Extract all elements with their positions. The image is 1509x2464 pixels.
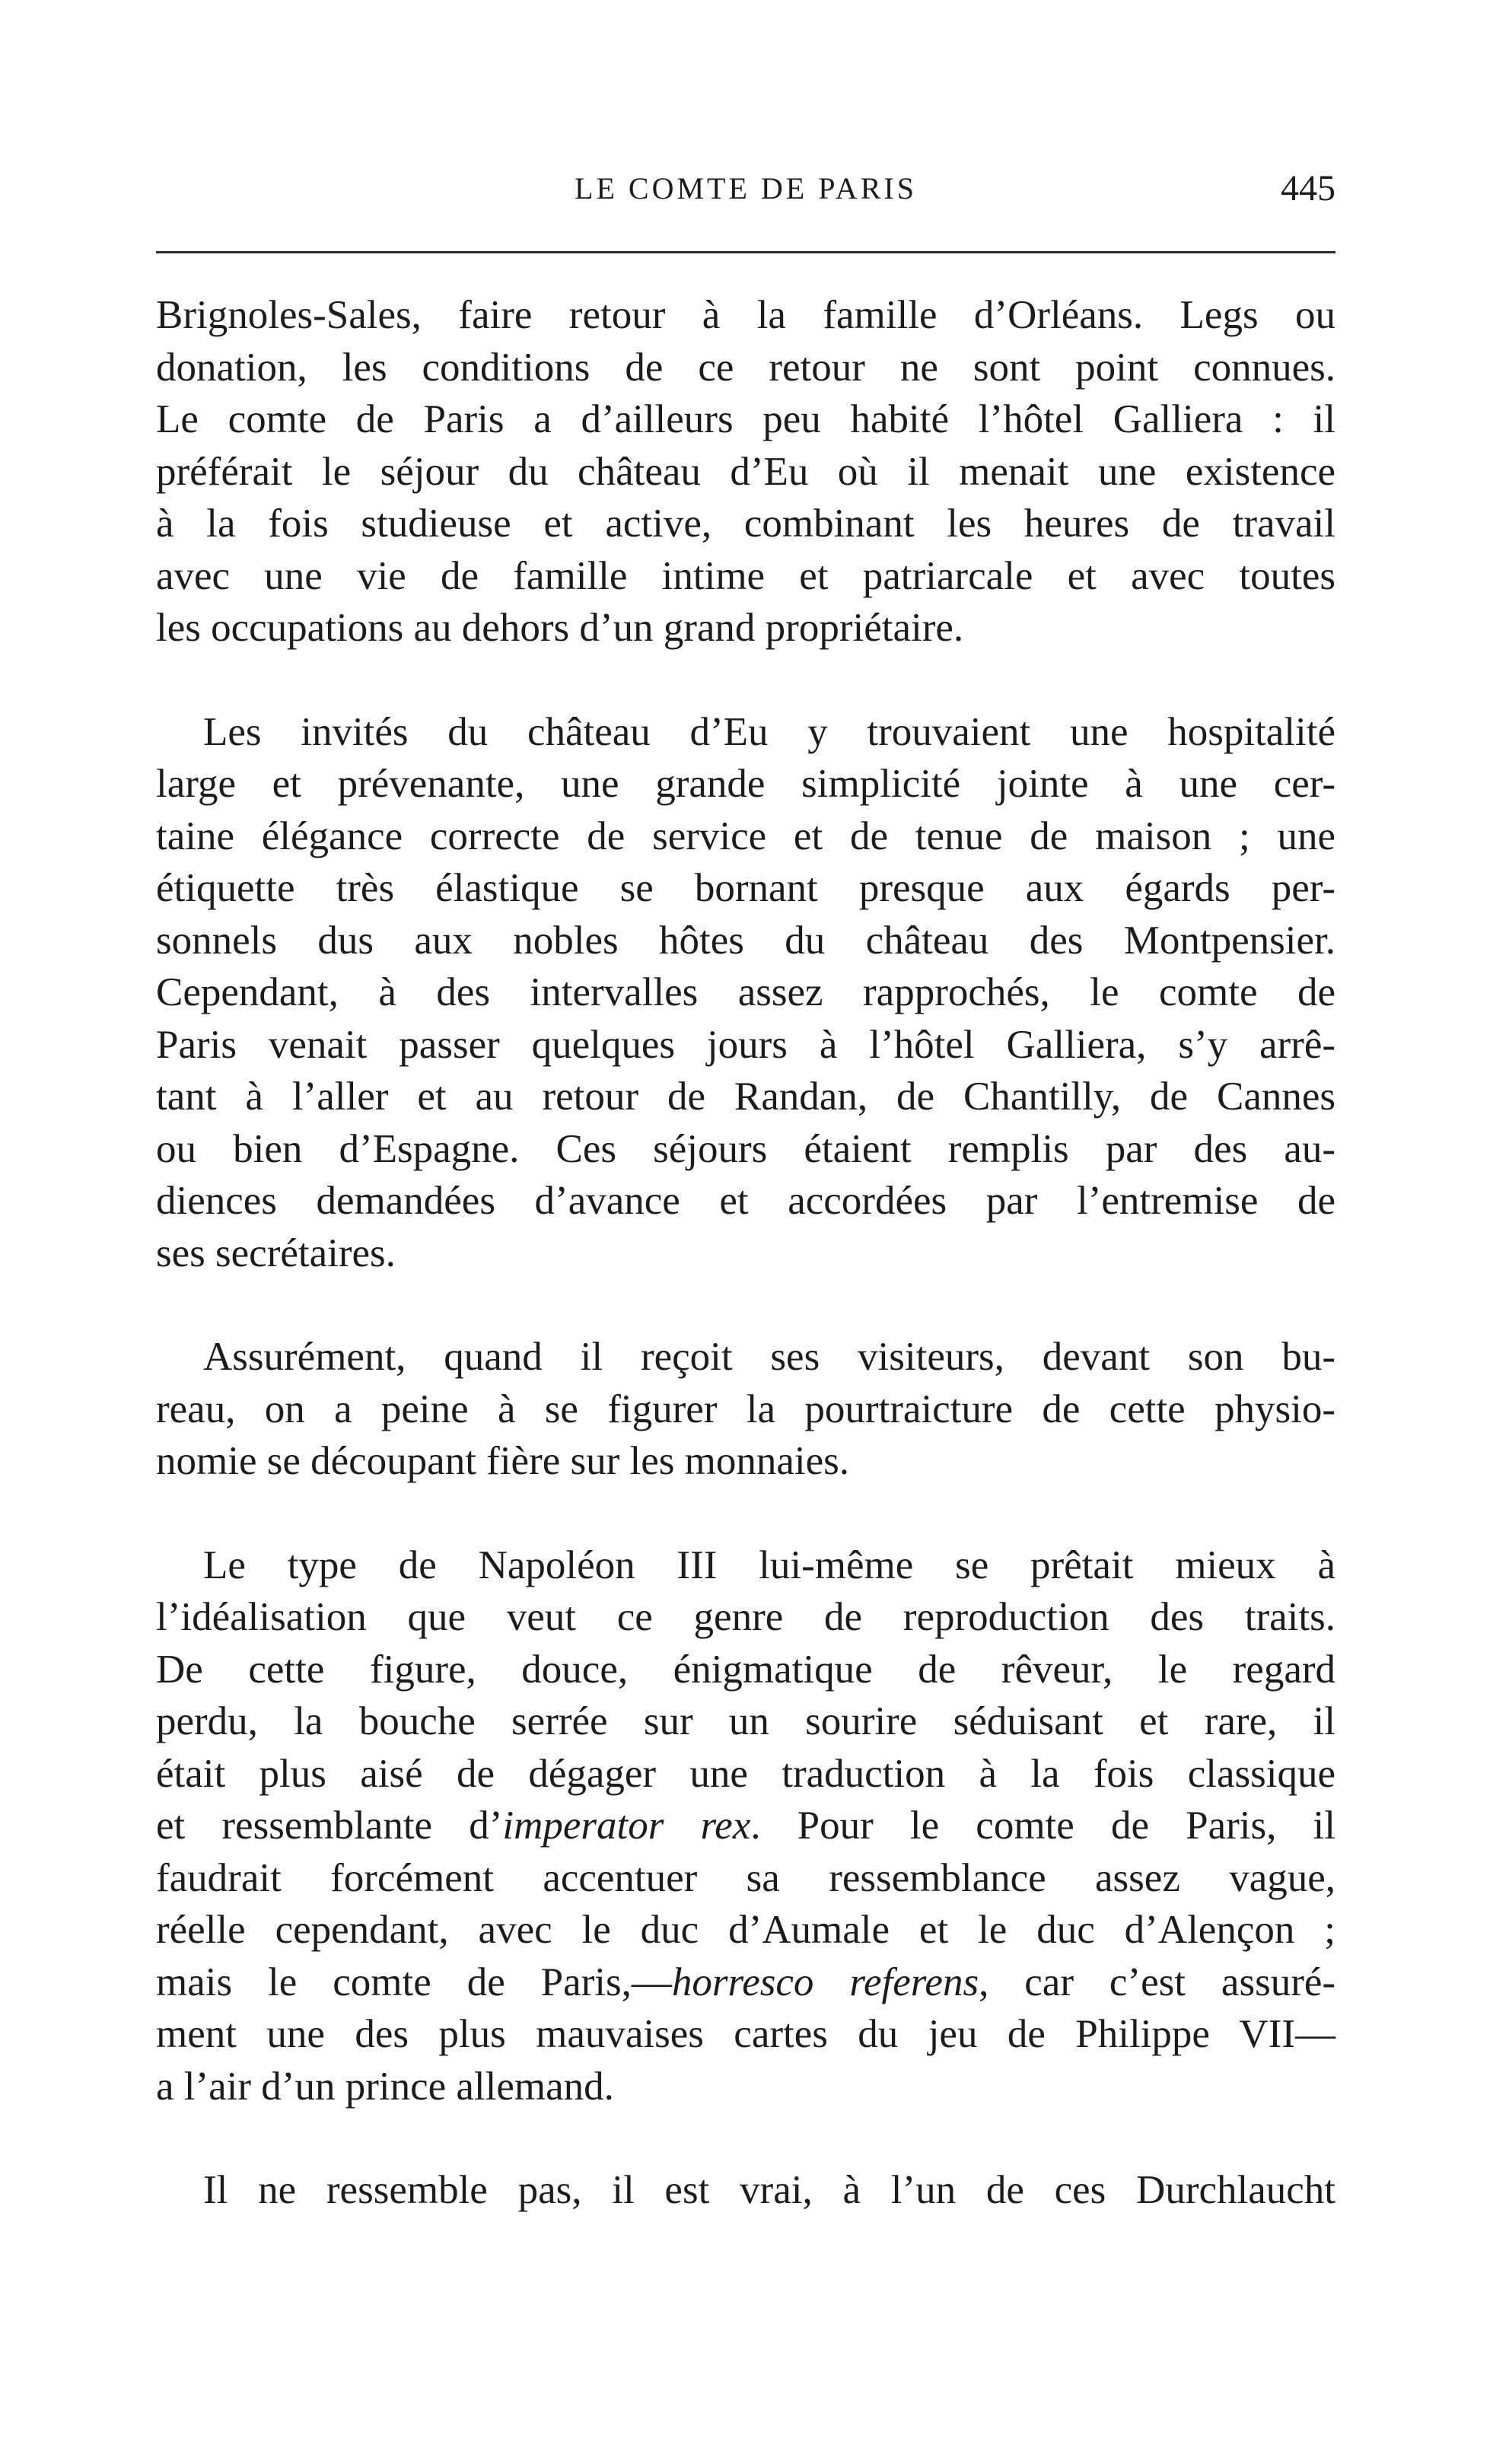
text-line: était plus aisé de dégager une traduction à la fois classique [156, 1751, 1335, 1796]
text-line: mais le comte de Paris,—horresco referens, car c’est assuré- [156, 1959, 1336, 2004]
body-text [156, 289, 1335, 2268]
text-line: reau, on a peine à se figurer la pourtraicture de cette physio- [156, 1386, 1335, 1431]
paragraph [156, 1331, 1335, 1488]
text-line: Les invités du château d’Eu y trouvaient une hospitalité [203, 709, 1335, 754]
text-line: large et prévenante, une grande simplicité jointe à une cer- [156, 762, 1335, 806]
page-header [156, 166, 1335, 212]
text-line: Le type de Napoléon III lui-même se prêtait mieux à [203, 1542, 1335, 1587]
text-line: préférait le séjour du château d’Eu où il menait une existence [156, 449, 1335, 494]
paragraph [156, 1539, 1335, 2113]
text-line: Cependant, à des intervalles assez rapprochés, le comte de [156, 970, 1335, 1014]
text-line: ment une des plus mauvaises cartes du jeu de Philippe VII— [156, 2012, 1335, 2056]
running-title: LE COMTE DE PARIS [575, 171, 917, 205]
text-line: donation, les conditions de ce retour ne sont point connues. [156, 345, 1335, 390]
text-line: Le comte de Paris a d’ailleurs peu habité l’hôtel Galliera : il [156, 397, 1335, 441]
text-line: l’idéalisation que veut ce genre de reproduction des traits. [156, 1595, 1335, 1639]
text-line: étiquette très élastique se bornant presque aux égards per- [156, 866, 1335, 910]
text-line: Paris venait passer quelques jours à l’hôtel Galliera, s’y arrê- [156, 1022, 1335, 1067]
text-line: avec une vie de famille intime et patriarcale et avec toutes [156, 553, 1335, 598]
text-line: diences demandées d’avance et accordées par l’entremise de [156, 1179, 1335, 1223]
text-line: les occupations au dehors d’un grand propriétaire. [156, 606, 964, 650]
text-line: Brignoles-Sales, faire retour à la famille d’Orléans. Legs ou [156, 293, 1335, 337]
paragraph [156, 706, 1335, 1280]
text-line: et ressemblante d’imperator rex. Pour le comte de Paris, il [156, 1803, 1335, 1848]
text-line: tant à l’aller et au retour de Randan, de Chantilly, de Cannes [156, 1074, 1335, 1119]
text-line: sonnels dus aux nobles hôtes du château des Montpensier. [156, 918, 1335, 963]
text-line: Il ne ressemble pas, il est vrai, à l’un de ces Durchlaucht [203, 2168, 1335, 2212]
text-line: a l’air d’un prince allemand. [156, 2064, 614, 2109]
text-line: perdu, la bouche serrée sur un sourire séduisant et rare, il [156, 1699, 1335, 1743]
text-line: à la fois studieuse et active, combinant les heures de travail [156, 501, 1335, 546]
book-page [156, 0, 1335, 2464]
text-line: ses secrétaires. [156, 1230, 396, 1275]
header-rule [156, 251, 1335, 253]
paragraph [156, 2164, 1335, 2217]
paragraph [156, 289, 1335, 654]
text-line: Assurément, quand il reçoit ses visiteurs, devant son bu- [203, 1335, 1335, 1379]
page-number: 445 [1281, 168, 1335, 209]
text-line: taine élégance correcte de service et de tenue de maison ; une [156, 813, 1335, 858]
text-line: réelle cependant, avec le duc d’Aumale et le duc d’Alençon ; [156, 1908, 1335, 1952]
text-line: faudrait forcément accentuer sa ressemblance assez vague, [156, 1855, 1335, 1900]
text-line: ou bien d’Espagne. Ces séjours étaient remplis par des au- [156, 1126, 1335, 1171]
text-line: De cette figure, douce, énigmatique de rêveur, le regard [156, 1647, 1335, 1692]
text-line: nomie se découpant fière sur les monnaies. [156, 1439, 850, 1483]
